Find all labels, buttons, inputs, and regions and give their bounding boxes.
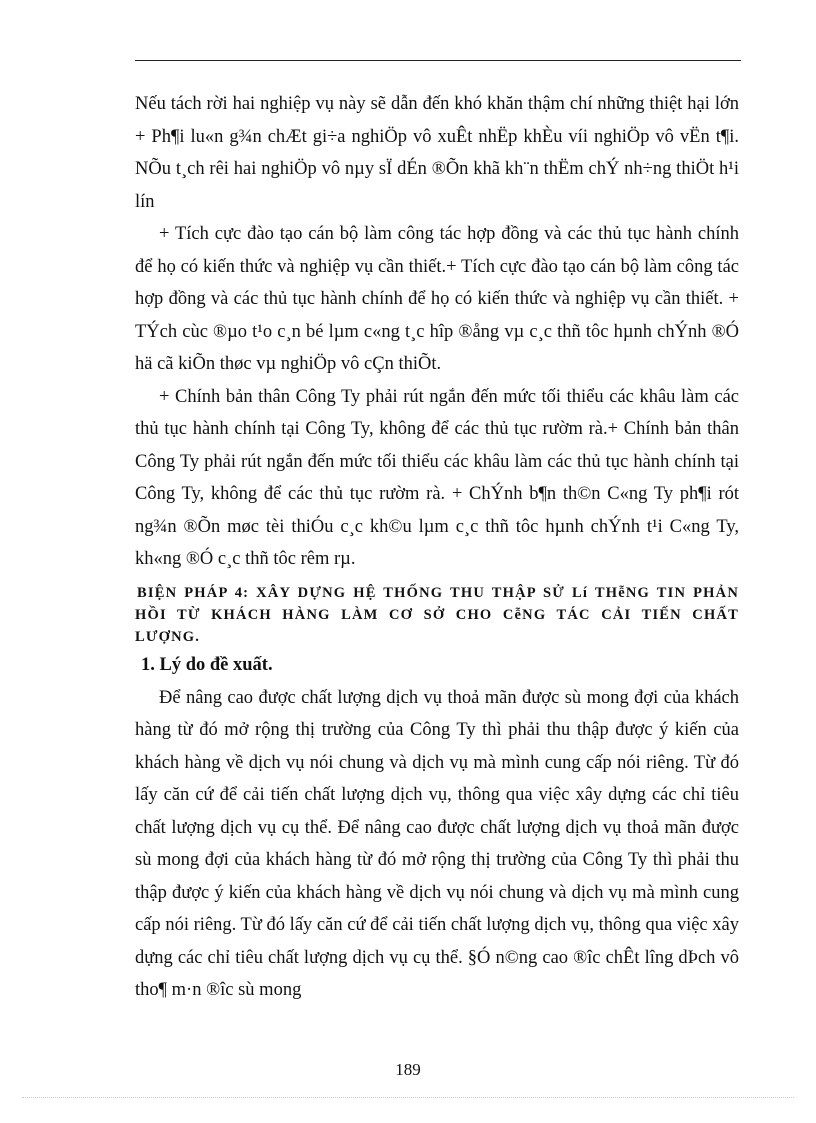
paragraph-4: Để nâng cao được chất lượng dịch vụ thoả mãn được sù mong đợi của khách hàng từ đó mở rộng thị trường của Công Ty thì phải thu thập được ý kiến của khách hàng về dịch vụ nói chung và dịch vụ mà mình cung cấp nói riêng. Từ đó lấy căn cứ để cải tiến chất lượng dịch vụ, thông qua việc xây dựng các chỉ tiêu chất lượng dịch vụ cụ thể. Để nâng cao được chất lượng dịch vụ thoả mãn được sù mong đợi của khách hàng từ đó mở rộng thị trường của Công Ty thì phải thu thập được ý kiến của khách hàng về dịch vụ nói chung và dịch vụ mà mình cung cấp nói riêng. Từ đó lấy căn cứ để cải tiến chất lượng dịch vụ, thông qua việc xây dựng các chỉ tiêu chất lượng dịch vụ cụ thể. §Ó n©ng cao ®îc chÊt lîng dÞch vô tho¶ m·n ®îc sù mong <box>135 687 739 1000</box>
paragraph-2: + Tích cực đào tạo cán bộ làm công tác hợp đồng và các thủ tục hành chính để họ có kiến thức và nghiệp vụ cần thiết.+ Tích cực đào tạo cán bộ làm công tác hợp đồng và các thủ tục hành chính để họ có kiến thức và nghiệp vụ cần thiết. + TÝch cùc ®µo t¹o c¸n bé lµm c«ng t¸c hîp ®ång vµ c¸c thñ tôc hµnh chÝnh ®Ó hä cã kiÕn thøc vµ nghiÖp vô cÇn thiÕt. <box>135 224 739 374</box>
paragraph-1: Nếu tách rời hai nghiệp vụ này sẽ dẫn đến khó khăn thậm chí những thiệt hại lớn + Ph¶i lu«n g¾n chÆt gi÷a nghiÖp vô xuÊt nhËp khÈu víi nghiÖp vô vËn t¶i. NÕu t¸ch rêi hai nghiÖp vô nµy sÏ dÉn ®Õn khã kh¨n thËm chÝ nh÷ng thiÖt h¹i lín <box>135 94 739 212</box>
page-bottom-border <box>22 1097 794 1098</box>
subsection-heading: 1. Lý do đề xuất. <box>141 654 273 675</box>
page-number: 189 <box>395 1060 421 1079</box>
paragraph-3: + Chính bản thân Công Ty phải rút ngắn đến mức tối thiểu các khâu làm các thủ tục hành chính tại Công Ty, không để các thủ tục rườm rà.+ Chính bản thân Công Ty phải rút ngắn đến mức tối thiểu các khâu làm các thủ tục hành chính tại Công Ty, không để các thủ tục rườm rà. + ChÝnh b¶n th©n C«ng Ty ph¶i rót ng¾n ®Õn møc tèi thiÓu c¸c kh©u lµm c¸c thñ tôc hµnh chÝnh t¹i C«ng Ty, kh«ng ®Ó c¸c thñ tôc rêm rµ. <box>135 386 739 569</box>
header-rule <box>135 60 741 61</box>
page-body <box>135 88 739 1007</box>
section-heading: BIỆN PHÁP 4: XÂY DỰNG HỆ THỐNG THU THẬP SỬ Lí THễNG TIN PHẢN HỒI TỪ KHÁCH HÀNG LÀM CƠ SỞ CHO CễNG TÁC CẢI TIẾN CHẤT LƯỢNG. <box>135 584 739 645</box>
